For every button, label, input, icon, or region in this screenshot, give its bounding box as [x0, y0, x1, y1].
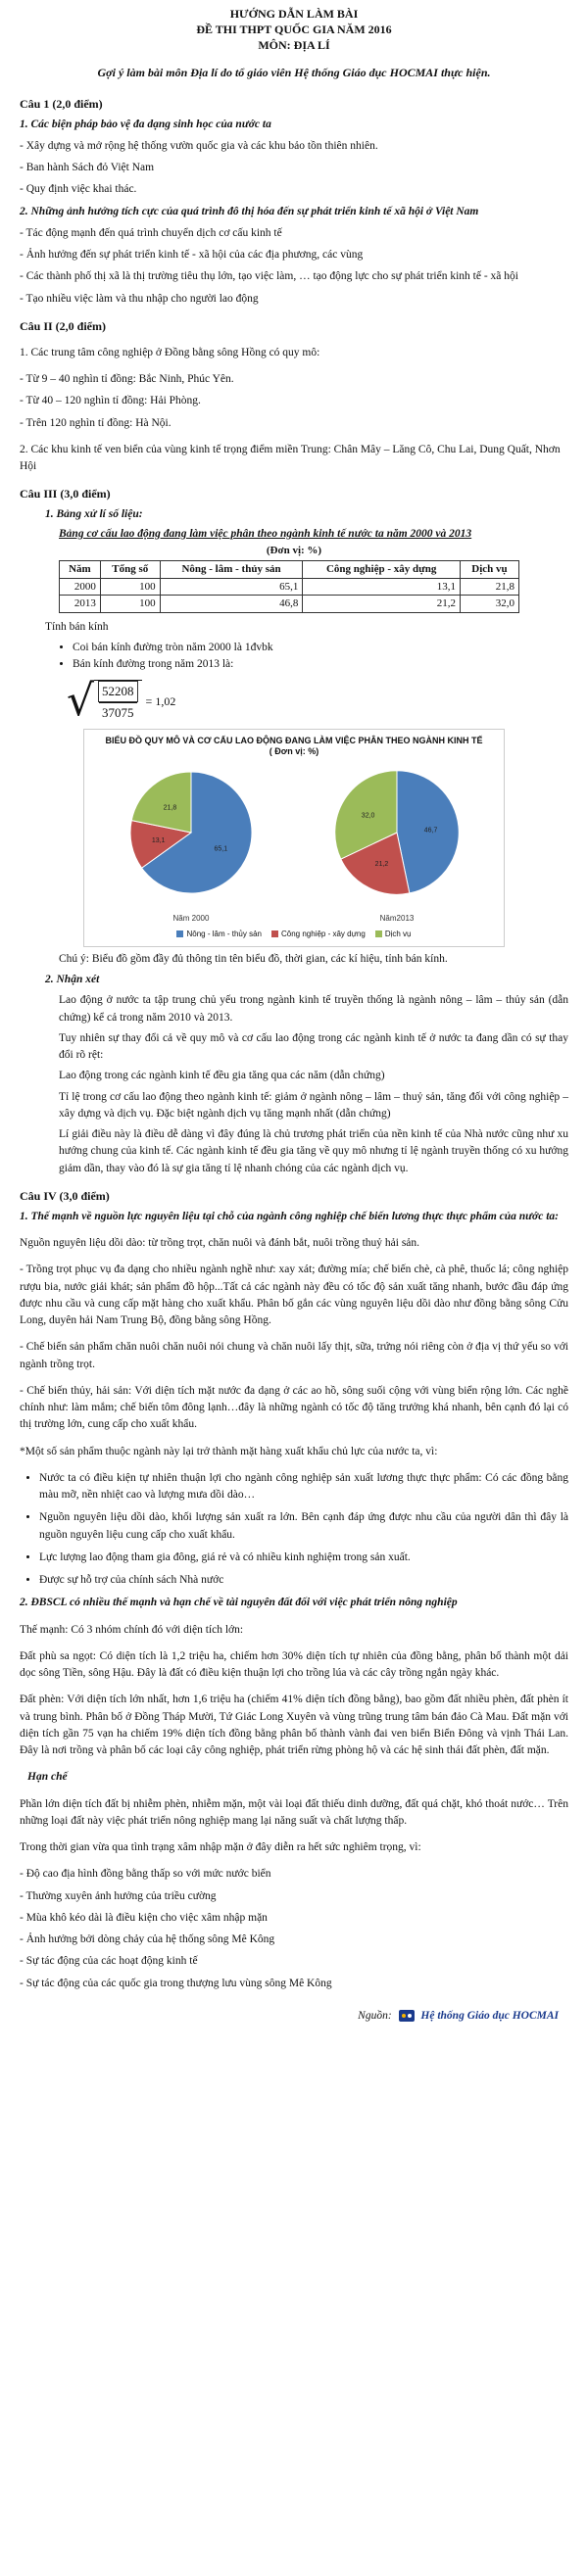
list-item: - Sự tác động của các hoạt động kinh tế — [20, 1955, 198, 1968]
table-header-cell: Nông - lâm - thủy sản — [160, 561, 303, 579]
labor-structure-table — [59, 560, 519, 613]
pie-caption: Năm2013 — [379, 913, 415, 923]
table-cell: 2013 — [60, 596, 101, 613]
document-header — [20, 6, 568, 54]
pie-2000 — [103, 758, 279, 925]
radius-title: Tính bán kính — [45, 620, 109, 633]
list-item: • Được sự hỗ trợ của chính sách Nhà nước — [39, 1572, 568, 1589]
table-title: Bảng cơ cấu lao động đang làm việc phân theo ngành kinh tế nước ta năm 2000 và 2013 — [59, 527, 472, 540]
table-cell: 100 — [100, 596, 160, 613]
legend-item — [271, 929, 366, 940]
list-item: - Sự tác động của các quốc gia trong thượng lưu vùng sông Mê Kông — [20, 1977, 332, 1989]
table-row — [60, 578, 519, 596]
fraction — [94, 680, 142, 722]
header-line-3: MÔN: ĐỊA LÍ — [258, 38, 330, 53]
paragraph: Nguồn nguyên liệu dồi dào: từ trồng trọt, chăn nuôi và đánh bắt, nuôi trồng thuỷ hải sản. — [20, 1237, 420, 1250]
page — [20, 0, 568, 2025]
chart-title: BIỂU ĐỒ QUY MÔ VÀ CƠ CẤU LAO ĐỘNG ĐANG LÀM VIỆC PHÂN THEO NGÀNH KINH TẾ — [105, 735, 483, 745]
list-item: - Ban hành Sách đỏ Việt Nam — [20, 162, 155, 174]
list-item: - Độ cao địa hình đồng bằng thấp so với mức nước biển — [20, 1868, 271, 1881]
list-item: - Trên 120 nghìn tỉ đồng: Hà Nội. — [20, 416, 172, 429]
list-item: - Thường xuyên ảnh hưởng của triều cường — [20, 1889, 217, 1902]
q4-title: Câu IV (3,0 điểm) — [20, 1188, 110, 1203]
q1-title: Câu 1 (2,0 điểm) — [20, 96, 103, 111]
list-item: - Ảnh hưởng đến sự phát triển kinh tế - xã hội của các địa phương, các vùng — [20, 249, 364, 262]
q4-s1-paras — [20, 1235, 568, 1460]
remarks-block — [20, 992, 568, 1177]
paragraph: Phần lớn diện tích đất bị nhiễm phèn, nhiễm mặn, một vài loại đất thiếu dinh dưỡng, đất quá chặt, khó thoát nước… Trên những loại đất này việc phát triển nông nghiệp mang lại năng suất và chất lượng thấp. — [20, 1797, 568, 1827]
remark: Lao động trong các ngành kinh tế đều gia tăng qua các năm (dẫn chứng) — [59, 1070, 385, 1082]
table-cell: 2000 — [60, 578, 101, 596]
limit-title: Hạn chế — [27, 1771, 68, 1784]
table-cell: 13,1 — [303, 578, 461, 596]
q1-s1-title: 1. Các biện pháp bảo vệ đa dạng sinh học của nước ta — [20, 118, 271, 130]
q2-p2: 2. Các khu kinh tế ven biển của vùng kinh tế trọng điểm miền Trung: Chân Mây – Lăng Cô, Chu Lai, Dung Quất, Nhơn Hội — [20, 443, 561, 473]
legend-swatch — [176, 930, 183, 937]
remark: Tỉ lệ trong cơ cấu lao động theo ngành kinh tế: giảm ở ngành nông – lâm – thuỷ sản, tăng đối với công nghiệp – xây dựng và dịch vụ. Đặc biệt ngành dịch vụ tăng mạnh nhất (dẫn chứng) — [59, 1090, 568, 1120]
brand-name: Hệ thống Giáo dục HOCMAI — [420, 2009, 559, 2022]
slice-data-label: 21,2 — [374, 861, 389, 869]
list-item: • Lực lượng lao động tham gia đông, giá rẻ và có nhiều kinh nghiệm trong sản xuất. — [39, 1550, 568, 1566]
list-item: - Quy định việc khai thác. — [20, 183, 137, 196]
strength-intro: Thế mạnh: Có 3 nhóm chính đó với diện tích lớn: — [20, 1623, 244, 1636]
pie-2013 — [309, 758, 485, 925]
reasons-list — [20, 1470, 568, 1590]
chart-legend — [88, 929, 500, 940]
q4-s2-title: 2. ĐBSCL có nhiều thế mạnh và hạn chế về tài nguyên đất đối với việc phát triển nông nghiệp — [20, 1597, 458, 1609]
q1-s1-list — [20, 138, 568, 199]
table-header-cell: Dịch vụ — [460, 561, 518, 579]
remark: Lí giải điều này là điều dễ dàng vì đây đúng là chủ trương phát triển của nền kinh tế của Nhà nước cũng như xu hướng chung của kinh tế. Các ngành kinh tế đều gia tăng về quy mô nhưng tỉ lệ ngành truyền thống có xu hướng giảm dần, thay vào đó là sự gia tăng tỉ lệ nhanh chóng của các ngành dịch vụ. — [59, 1128, 568, 1174]
q1-s2-list — [20, 225, 568, 308]
q1-s2-title: 2. Những ảnh hưởng tích cực của quá trình đô thị hóa đến sự phát triển kinh tế xã hội ở Việt Nam — [20, 205, 479, 217]
q2-p1: 1. Các trung tâm công nghiệp ở Đồng bằng sông Hồng có quy mô: — [20, 346, 320, 358]
list-item: - Xây dựng và mở rộng hệ thống vườn quốc gia và các khu bảo tồn thiên nhiên. — [20, 139, 378, 152]
legend-label: Nông - lâm - thủy sản — [186, 929, 262, 938]
paragraph: - Chế biến sản phẩm chăn nuôi chăn nuôi nói chung và chăn nuôi lấy thịt, sữa, trứng nói riêng còn ở địa vị thứ yếu so với ngành trồng trọt. — [20, 1341, 568, 1370]
pie-chart-figure — [83, 729, 505, 947]
header-line-2: ĐỀ THI THPT QUỐC GIA NĂM 2016 — [196, 23, 392, 37]
table-header-cell: Công nghiệp - xây dựng — [303, 561, 461, 579]
hocmai-logo-icon — [399, 2010, 415, 2022]
list-item: - Từ 9 – 40 nghìn tỉ đồng: Bắc Ninh, Phúc Yên. — [20, 373, 234, 386]
pie-row — [88, 758, 500, 925]
table-cell: 65,1 — [160, 578, 303, 596]
limit-list — [20, 1866, 568, 1992]
list-item: • Coi bán kính đường tròn năm 2000 là 1đvbk — [73, 640, 568, 656]
sqrt-symbol: √ — [67, 675, 95, 726]
q3-title: Câu III (3,0 điểm) — [20, 487, 111, 501]
table-header-cell: Tổng số — [100, 561, 160, 579]
formula-result: = 1,02 — [145, 693, 176, 708]
paragraph: - Chế biến thủy, hải sản: Với diện tích mặt nước đa dạng ở các ao hồ, sông suối cộng với vùng biển rộng lớn. Các nghề chính như: làm mắm; chế biến tôm đông lạnh…đây là những ngành có tốc độ tăng trưởng khá nhanh, bên cạnh đó lại có thị trường lớn, cung cấp cho xuất khẩu. — [20, 1384, 568, 1431]
legend-item — [176, 929, 261, 940]
slice-data-label: 32,0 — [361, 812, 375, 820]
intro-note: Gợi ý làm bài môn Địa lí do tổ giáo viên Hệ thống Giáo dục HOCMAI thực hiện. — [97, 65, 491, 79]
paragraph: Đất phù sa ngọt: Có diện tích là 1,2 triệu ha, chiếm hơn 30% diện tích tự nhiên của đồng bằng, phân bố thành một dải dọc sông Tiền, sông Hậu. Đây là đất có điều kiện thuận lợi cho trồng lúa và các cây trồng ngắn ngày khác. — [20, 1649, 568, 1680]
list-item: - Các thành phố thị xã là thị trường tiêu thụ lớn, tạo việc làm, … tạo động lực cho sự phát triển kinh tế - xã hội — [20, 270, 518, 283]
paragraph: Đất phèn: Với diện tích lớn nhất, hơn 1,6 triệu ha (chiếm 41% diện tích đồng bằng), bao gồm đất nhiều phèn, đất phèn ít và trung bình. Phân bố ở Đồng Tháp Mười, Tứ Giác Long Xuyên và vùng trũng trung tâm bán đảo Cà Mau. Đất mặn với diện tích gần 75 vạn ha chiếm 19% diện tích đồng bằng phân bố thành vành đai ven biển Biển Đông và vịnh Thái Lan. Đây là nơi trồng và phân bố các loại cây công nghiệp, phát triển rừng phòng hộ và các hệ sinh thái đất phèn, đất mặn. — [20, 1693, 568, 1757]
q2-list — [20, 371, 568, 432]
table-row — [60, 596, 519, 613]
table-header-row — [60, 561, 519, 579]
q2-title: Câu II (2,0 điểm) — [20, 318, 107, 333]
legend-item — [375, 929, 412, 940]
table-cell: 21,2 — [303, 596, 461, 613]
q3-s1-title: 1. Bảng xử lí số liệu: — [45, 508, 143, 521]
list-item: - Tạo nhiều việc làm và thu nhập cho người lao động — [20, 292, 259, 305]
table-cell: 100 — [100, 578, 160, 596]
table-unit: (Đơn vị: %) — [266, 544, 322, 556]
legend-swatch — [271, 930, 278, 937]
remark: Tuy nhiên sự thay đổi cả về quy mô và cơ cấu lao động trong các ngành kinh tế ở nước ta đang dần có sự thay đổi rõ rệt: — [59, 1031, 568, 1062]
slice-data-label: 21,8 — [163, 804, 177, 812]
fraction-denominator: 37075 — [99, 702, 137, 723]
source-label: Nguồn: — [358, 2009, 392, 2022]
paragraph: - Trồng trọt phục vụ đa dạng cho nhiều ngành nghề như: xay xát; đường mía; chế biến chè, cà phê, thuốc lá; công nghiệp rượu bia, nước giải khát; sản phẩm đồ hộp...Tất cả các ngành này đều có tốc độ sản xuất tăng nhanh, bước đầu đáp ứng được nhu cầu và cung cấp mặt hàng cho xuất khẩu. Phân bố gắn các vùng nguyên liệu dồi dào như đồng bằng sông Cửu Long, duyên hải Nam Trung Bộ, đồng bằng sông Hồng. — [20, 1264, 568, 1327]
table-cell: 21,8 — [460, 578, 518, 596]
footer — [20, 2008, 568, 2025]
paragraph: Trong thời gian vừa qua tình trạng xâm nhập mặn ở đây diễn ra hết sức nghiêm trọng, vì: — [20, 1841, 421, 1854]
slice-data-label: 46,7 — [423, 827, 438, 835]
paragraph: *Một số sản phẩm thuộc ngành này lại trở thành mặt hàng xuất khẩu chủ lực của nước ta, vì: — [20, 1445, 438, 1457]
remark: Lao động ở nước ta tập trung chủ yếu trong ngành kinh tế truyền thống là ngành nông – lâm – thủy sản (dẫn chứng) kể cả trong năm 2010 và 2013. — [59, 994, 568, 1024]
legend-swatch — [375, 930, 382, 937]
legend-label: Công nghiệp - xây dựng — [280, 929, 366, 938]
list-item: • Nguồn nguyên liệu dồi dào, khối lượng sản xuất ra lớn. Bên cạnh đáp ứng được nhu cầu của người dân thì đây là nguồn nguyên liệu cung cấp cho xuất khẩu. — [39, 1509, 568, 1544]
chart-subtitle: ( Đơn vị: %) — [269, 746, 319, 757]
legend-label: Dịch vụ — [384, 929, 412, 938]
list-item: • Nước ta có điều kiện tự nhiên thuận lợi cho ngành công nghiệp sản xuất lương thực thực phẩm: Có các đồng bằng màu mỡ, nền nhiệt cao và lượng mưa dồi dào… — [39, 1470, 568, 1504]
pie-caption: Năm 2000 — [172, 913, 210, 923]
chart-note: Chú ý: Biểu đồ gồm đầy đủ thông tin tên biểu đồ, thời gian, các kí hiệu, tỉnh bán kính. — [59, 952, 448, 965]
radius-list — [59, 640, 568, 674]
header-line-1: HƯỚNG DẪN LÀM BÀI — [229, 7, 359, 21]
table-cell: 32,0 — [460, 596, 518, 613]
slice-data-label: 65,1 — [214, 845, 228, 853]
q3-s2-title: 2. Nhận xét — [45, 974, 100, 986]
list-item: - Tác động mạnh đến quá trình chuyển dịch cơ cấu kinh tế — [20, 226, 282, 239]
table-cell: 46,8 — [160, 596, 303, 613]
list-item: • Bán kính đường trong năm 2013 là: — [73, 656, 568, 673]
q4-s1-title: 1. Thế mạnh về nguồn lực nguyên liệu tại chỗ của ngành công nghiệp chế biến lương thực thực phẩm của nước ta: — [20, 1210, 559, 1222]
slice-data-label: 13,1 — [151, 837, 166, 845]
table-header-cell: Năm — [60, 561, 101, 579]
fraction-numerator: 52208 — [98, 681, 138, 702]
radius-formula — [20, 675, 568, 726]
list-item: - Ảnh hưởng bởi dòng chảy của hệ thống sông Mê Kông — [20, 1933, 275, 1946]
list-item: - Từ 40 – 120 nghìn tỉ đồng: Hải Phòng. — [20, 395, 201, 407]
list-item: - Mùa khô kéo dài là điều kiện cho việc xâm nhập mặn — [20, 1911, 268, 1924]
